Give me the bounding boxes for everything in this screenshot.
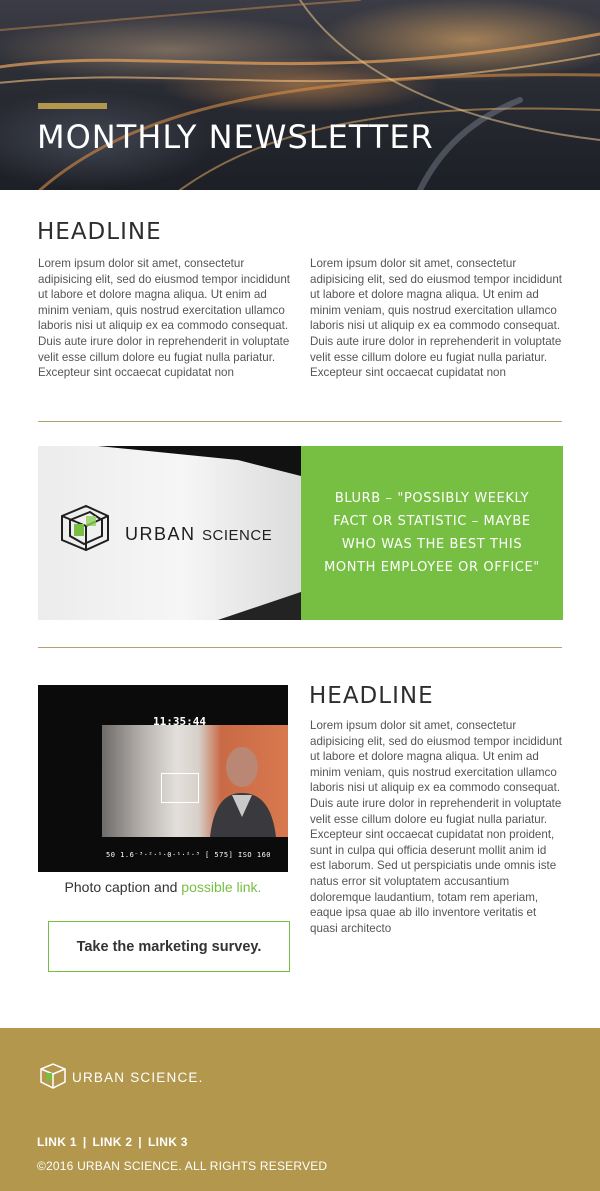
footer [0,1028,600,1191]
blurb-logo-wordmark: URBAN SCIENCE [125,524,273,544]
city-highway-image [0,0,600,190]
hero-banner [0,0,600,190]
camera-viewfinder-photo [38,685,288,872]
footer-link-1[interactable]: LINK 1 [37,1135,77,1149]
photo-caption [38,879,288,895]
link-separator: | [82,1135,87,1149]
footer-link-3[interactable]: LINK 3 [147,1135,188,1149]
caption-link[interactable]: possible link. [181,879,262,895]
office-logo-wall-photo [38,446,301,620]
footer-links [37,1135,188,1149]
caption-text: Photo caption and [64,879,182,895]
hero-accent-bar [38,103,107,109]
section1-column-right: Lorem ipsum dolor sit amet, consectetur adipisicing elit, sed do eiusmod tempor incididunt ut labore et dolore magna aliqua. Ut enim ad minim veniam, quis nostrud exercitation ullamco laboris nisi ut aliquip ex ea commodo consequat. Duis aute irure dolor in reprehenderit in voluptate velit esse cillum dolore eu fugiat nulla pariatur. Excepteur sint occaecat cupidatat non [310,257,562,380]
blurb-text: BLURB – "POSSIBLY WEEKLY FACT OR STATISTIC – MAYBE WHO WAS THE BEST THIS MONTH EMPLOYEE OR OFFICE" [324,491,540,575]
section1-headline: HEADLINE [37,219,162,245]
footer-copyright: ©2016 URBAN SCIENCE. ALL RIGHTS RESERVED [37,1159,328,1173]
section1-column-left: Lorem ipsum dolor sit amet, consectetur adipisicing elit, sed do eiusmod tempor incididunt ut labore et dolore magna aliqua. Ut enim ad minim veniam, quis nostrud exercitation ullamco laboris nisi ut aliquip ex ea commodo consequat. Duis aute irure dolor in reprehenderit in voluptate velit esse cillum dolore eu fugiat nulla pariatur. Excepteur sint occaecat cupidatat non [38,257,290,380]
focus-frame [161,773,199,803]
marketing-survey-button[interactable]: Take the marketing survey. [48,921,290,972]
footer-link-2[interactable]: LINK 2 [92,1135,133,1149]
section2-headline: HEADLINE [309,683,434,709]
footer-logo-icon [38,1061,68,1091]
urban-science-logo-icon [56,502,118,554]
section2-body: Lorem ipsum dolor sit amet, consectetur adipisicing elit, sed do eiusmod tempor incididunt ut labore et dolore magna aliqua. Ut enim ad minim veniam, quis nostrud exercitation ullamco laboris nisi ut aliquip ex ea commodo consequat. Duis aute irure dolor in reprehenderit in voluptate velit esse cillum dolore eu fugiat nulla pariatur. Excepteur sint occaecat cupidatat non proident, sunt in culpa qui officia deserunt mollit anim id est laborum. Sed ut perspiciatis unde omnis iste natus error sit voluptatem accusantium doloremque laudantium, totam rem aperiam, eaque ipsa quae ab illo inventore veritatis et quasi architecto [310,719,562,935]
camera-time: 11:35:44 [153,715,206,728]
newsletter-title: MONTHLY NEWSLETTER [37,118,434,156]
footer-brand: URBAN SCIENCE. [72,1070,204,1085]
person-silhouette [206,733,278,837]
divider [38,421,562,422]
blurb-box [301,446,563,620]
divider [38,647,562,648]
camera-info: 50 1.6⁻³·²·¹·0·¹·²·³ [ 575] ISO 160 [106,851,272,859]
link-separator: | [138,1135,142,1149]
